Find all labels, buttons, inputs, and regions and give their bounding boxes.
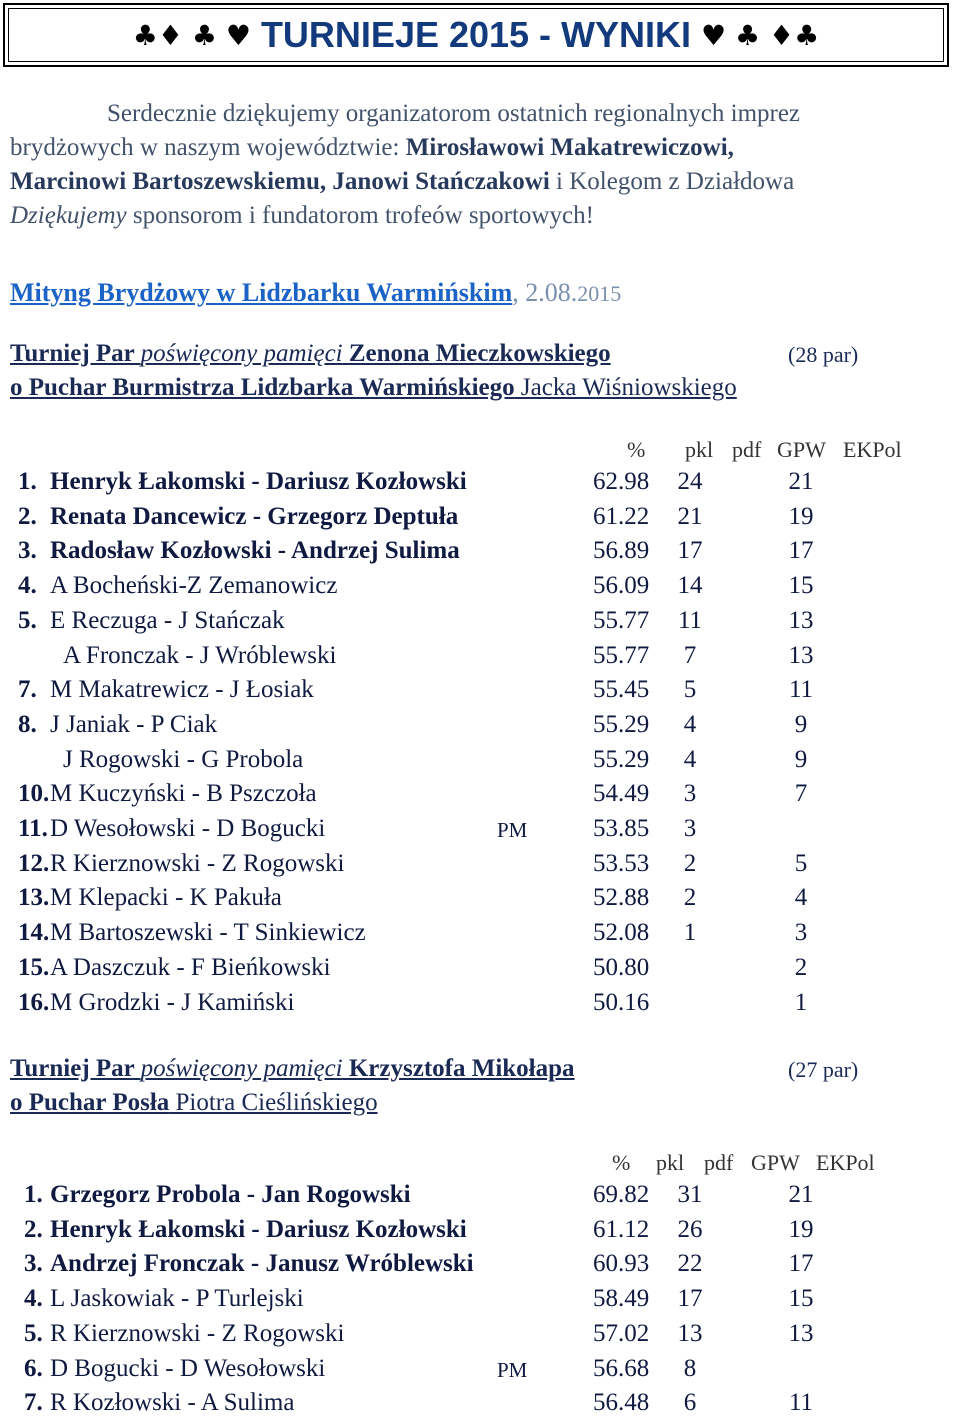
column-header-3: GPW — [777, 437, 826, 462]
result-pkl: 26 — [677, 1215, 703, 1243]
result-ekpol: 13 — [788, 641, 814, 669]
result-place: 3. — [18, 537, 37, 565]
result-pkl: 4 — [683, 745, 697, 773]
card-suits-right-icon: ♥ ♣ ♦♣ — [701, 18, 820, 52]
tournament1-subtitle — [10, 374, 737, 402]
result-place: 3. — [24, 1250, 43, 1278]
result-pkl: 1 — [683, 919, 697, 947]
result-row — [0, 1181, 960, 1215]
result-row — [0, 1216, 960, 1250]
tournament1-title — [10, 340, 611, 368]
result-row — [0, 1320, 960, 1354]
result-names: R Kierznowski - Z Rogowski — [50, 1319, 345, 1347]
result-ekpol: 19 — [788, 502, 814, 530]
result-row — [0, 1250, 960, 1284]
result-pct: 56.09 — [593, 572, 650, 600]
t1-sub-a: o Puchar Burmistrza Lidzbarka Warmińskiego — [10, 374, 515, 401]
result-pct: 55.29 — [593, 710, 650, 738]
result-ekpol: 1 — [794, 988, 808, 1016]
result-row — [0, 884, 960, 918]
result-row — [0, 850, 960, 884]
column-header-3: GPW — [751, 1150, 800, 1175]
event-date-b: 2015 — [577, 281, 622, 306]
result-place: 10. — [18, 780, 50, 808]
result-row — [0, 746, 960, 780]
result-pkl: 7 — [683, 641, 697, 669]
result-row — [0, 1285, 960, 1319]
result-row — [0, 954, 960, 988]
result-pct: 52.88 — [593, 884, 650, 912]
column-header-4: EKPol — [816, 1150, 875, 1175]
result-place: 11. — [18, 815, 48, 842]
result-names: M Makatrewicz - J Łosiak — [50, 676, 314, 704]
result-names: J Rogowski - G Probola — [63, 745, 304, 773]
intro-thanks-names: Mirosławowi Makatrewiczowi, — [405, 134, 734, 161]
result-note: PM — [497, 818, 528, 842]
result-pct: 55.45 — [593, 676, 650, 704]
result-pct: 55.29 — [593, 745, 650, 773]
intro-text: sponsorom i fundatorom trofeów sportowych! — [126, 202, 594, 229]
result-row — [0, 815, 960, 849]
result-row — [0, 1355, 960, 1389]
result-pct: 62.98 — [593, 468, 650, 495]
result-place: 15. — [18, 953, 50, 981]
result-ekpol: 17 — [788, 537, 814, 565]
result-names: M Kuczyński - B Pszczoła — [50, 780, 317, 808]
result-place: 2. — [18, 502, 37, 530]
result-pkl: 2 — [683, 849, 697, 877]
result-pkl: 2 — [683, 884, 697, 912]
result-names: A Bocheński-Z Zemanowicz — [50, 572, 338, 600]
result-pct: 53.53 — [593, 849, 650, 877]
result-ekpol: 7 — [794, 780, 808, 808]
result-ekpol: 9 — [794, 710, 808, 738]
result-names: Radosław Kozłowski - Andrzej Sulima — [50, 537, 460, 565]
intro-text: i Kolegom z Działdowa — [549, 168, 795, 195]
result-ekpol: 5 — [794, 849, 808, 877]
result-names: R Kierznowski - Z Rogowski — [50, 849, 345, 877]
result-row — [0, 607, 960, 641]
result-pkl: 17 — [677, 1285, 703, 1313]
intro-thanks-word: Dziękujemy — [10, 202, 127, 229]
result-ekpol: 13 — [788, 1319, 814, 1347]
result-ekpol: 21 — [788, 468, 814, 495]
result-place: 1. — [24, 1181, 43, 1208]
result-pct: 58.49 — [593, 1285, 650, 1313]
result-pkl: 3 — [683, 780, 697, 808]
result-place: 8. — [18, 710, 37, 738]
t1-title-c: Zenona Mieczkowskiego — [342, 340, 611, 367]
result-place: 4. — [24, 1285, 43, 1313]
result-place: 4. — [18, 572, 37, 600]
intro-thanks-names: Marcinowi Bartoszewskiemu, Janowi Stańczakowi — [10, 168, 550, 195]
page-title: TURNIEJE 2015 - WYNIKI — [250, 14, 702, 55]
result-ekpol: 2 — [794, 953, 808, 981]
result-names: A Fronczak - J Wróblewski — [63, 641, 337, 669]
result-place: 7. — [24, 1389, 43, 1417]
result-row — [0, 468, 960, 502]
t2-sub-b: Piotra Cieślińskiego — [169, 1089, 378, 1116]
column-header-1: pkl — [685, 437, 714, 462]
result-ekpol: 15 — [788, 572, 814, 600]
result-names: A Daszczuk - F Bieńkowski — [50, 953, 331, 981]
result-ekpol: 3 — [794, 919, 808, 947]
result-ekpol: 13 — [788, 606, 814, 634]
result-place: 14. — [18, 919, 50, 947]
result-row — [0, 572, 960, 606]
result-pkl: 31 — [677, 1181, 703, 1208]
result-note: PM — [497, 1357, 528, 1382]
intro-text: brydżowych w naszym województwie: — [10, 134, 406, 161]
t2-pairs-count: (27 par) — [788, 1057, 859, 1082]
result-pkl: 6 — [683, 1389, 697, 1417]
result-ekpol: 11 — [788, 676, 814, 704]
t1-pairs-count: (28 par) — [788, 342, 859, 367]
result-pct: 52.08 — [593, 919, 650, 947]
result-pct: 69.82 — [593, 1181, 650, 1208]
result-row — [0, 503, 960, 537]
result-names: Andrzej Fronczak - Janusz Wróblewski — [50, 1250, 474, 1278]
result-pct: 56.68 — [593, 1354, 650, 1382]
t2-title-c: Krzysztofa Mikołapa — [342, 1055, 575, 1082]
column-header-0: % — [612, 1150, 631, 1175]
result-pkl: 13 — [677, 1319, 703, 1347]
result-names: D Wesołowski - D Bogucki — [50, 815, 326, 842]
card-suits-left-icon: ♣♦ ♣ ♥ — [132, 18, 251, 52]
t2-title-a: Turniej Par — [10, 1055, 141, 1082]
result-pkl: 22 — [677, 1250, 703, 1278]
result-pct: 54.49 — [593, 780, 650, 808]
result-pkl: 17 — [677, 537, 703, 565]
result-ekpol: 4 — [794, 884, 808, 912]
result-place: 13. — [18, 884, 50, 912]
event-date-a: , 2.08. — [512, 278, 578, 307]
result-names: M Grodzki - J Kamiński — [50, 988, 295, 1016]
t2-title-b: poświęcony pamięci — [140, 1055, 343, 1082]
result-pkl: 3 — [683, 815, 697, 842]
result-ekpol: 9 — [794, 745, 808, 773]
result-names: J Janiak - P Ciak — [50, 710, 218, 738]
intro-line-2 — [10, 134, 734, 162]
result-pkl: 8 — [683, 1354, 697, 1382]
event-heading — [10, 278, 621, 308]
result-pct: 57.02 — [593, 1319, 650, 1347]
result-names: Henryk Łakomski - Dariusz Kozłowski — [50, 468, 467, 495]
result-row — [0, 989, 960, 1023]
result-ekpol: 17 — [788, 1250, 814, 1278]
result-names: M Klepacki - K Pakuła — [50, 884, 282, 912]
result-pkl: 24 — [677, 468, 703, 495]
result-pct: 60.93 — [593, 1250, 650, 1278]
result-names: D Bogucki - D Wesołowski — [50, 1354, 326, 1382]
result-pkl: 11 — [677, 606, 703, 634]
result-pkl: 4 — [683, 710, 697, 738]
column-header-4: EKPol — [843, 437, 902, 462]
result-pct: 56.48 — [593, 1389, 650, 1417]
t1-sub-b: Jacka Wiśniowskiego — [514, 374, 737, 401]
column-header-0: % — [627, 437, 646, 462]
result-place: 6. — [24, 1354, 43, 1382]
result-place: 5. — [24, 1319, 43, 1347]
result-place: 16. — [18, 988, 50, 1016]
intro-line-1: Serdecznie dziękujemy organizatorom ostatnich regionalnych imprez — [107, 100, 801, 127]
t1-title-a: Turniej Par — [10, 340, 141, 367]
result-place: 7. — [18, 676, 37, 704]
tournament2-title — [10, 1055, 575, 1083]
result-names: R Kozłowski - A Sulima — [50, 1389, 295, 1417]
result-ekpol: 15 — [788, 1285, 814, 1313]
event-name: Mityng Brydżowy w Lidzbarku Warmińskim — [10, 278, 513, 307]
result-names: Henryk Łakomski - Dariusz Kozłowski — [50, 1215, 467, 1243]
result-pct: 61.12 — [593, 1215, 650, 1243]
result-row — [0, 676, 960, 710]
t1-title-b: poświęcony pamięci — [140, 340, 343, 367]
result-names: E Reczuga - J Stańczak — [50, 606, 285, 634]
column-header-2: pdf — [704, 1150, 734, 1175]
result-pct: 50.80 — [593, 953, 650, 981]
column-header-1: pkl — [656, 1150, 685, 1175]
column-header-2: pdf — [732, 437, 762, 462]
result-row — [0, 919, 960, 953]
tournament2-subtitle — [10, 1089, 378, 1117]
result-pct: 61.22 — [593, 502, 650, 530]
result-pkl: 14 — [677, 572, 703, 600]
result-row — [0, 537, 960, 571]
result-names: L Jaskowiak - P Turlejski — [50, 1285, 304, 1313]
result-pkl: 5 — [683, 676, 697, 704]
result-names: Grzegorz Probola - Jan Rogowski — [50, 1181, 411, 1208]
result-names: Renata Dancewicz - Grzegorz Deptuła — [50, 502, 459, 530]
result-pct: 53.85 — [593, 815, 650, 842]
intro-line-3 — [10, 168, 794, 196]
result-place: 12. — [18, 849, 50, 877]
result-pct: 55.77 — [593, 606, 650, 634]
t2-sub-a: o Puchar Posła — [10, 1089, 170, 1116]
result-ekpol: 11 — [788, 1389, 814, 1417]
intro-line-4 — [10, 202, 594, 230]
result-pkl: 21 — [677, 502, 703, 530]
result-ekpol: 19 — [788, 1215, 814, 1243]
result-pct: 56.89 — [593, 537, 650, 565]
result-row — [0, 711, 960, 745]
result-row — [0, 642, 960, 676]
result-place: 1. — [18, 468, 37, 495]
result-pct: 50.16 — [593, 988, 650, 1016]
result-row — [0, 780, 960, 814]
result-pct: 55.77 — [593, 641, 650, 669]
result-place: 5. — [18, 606, 37, 634]
title-banner — [3, 3, 949, 67]
result-place: 2. — [24, 1215, 43, 1243]
result-names: M Bartoszewski - T Sinkiewicz — [50, 919, 366, 947]
result-ekpol: 21 — [788, 1181, 814, 1208]
